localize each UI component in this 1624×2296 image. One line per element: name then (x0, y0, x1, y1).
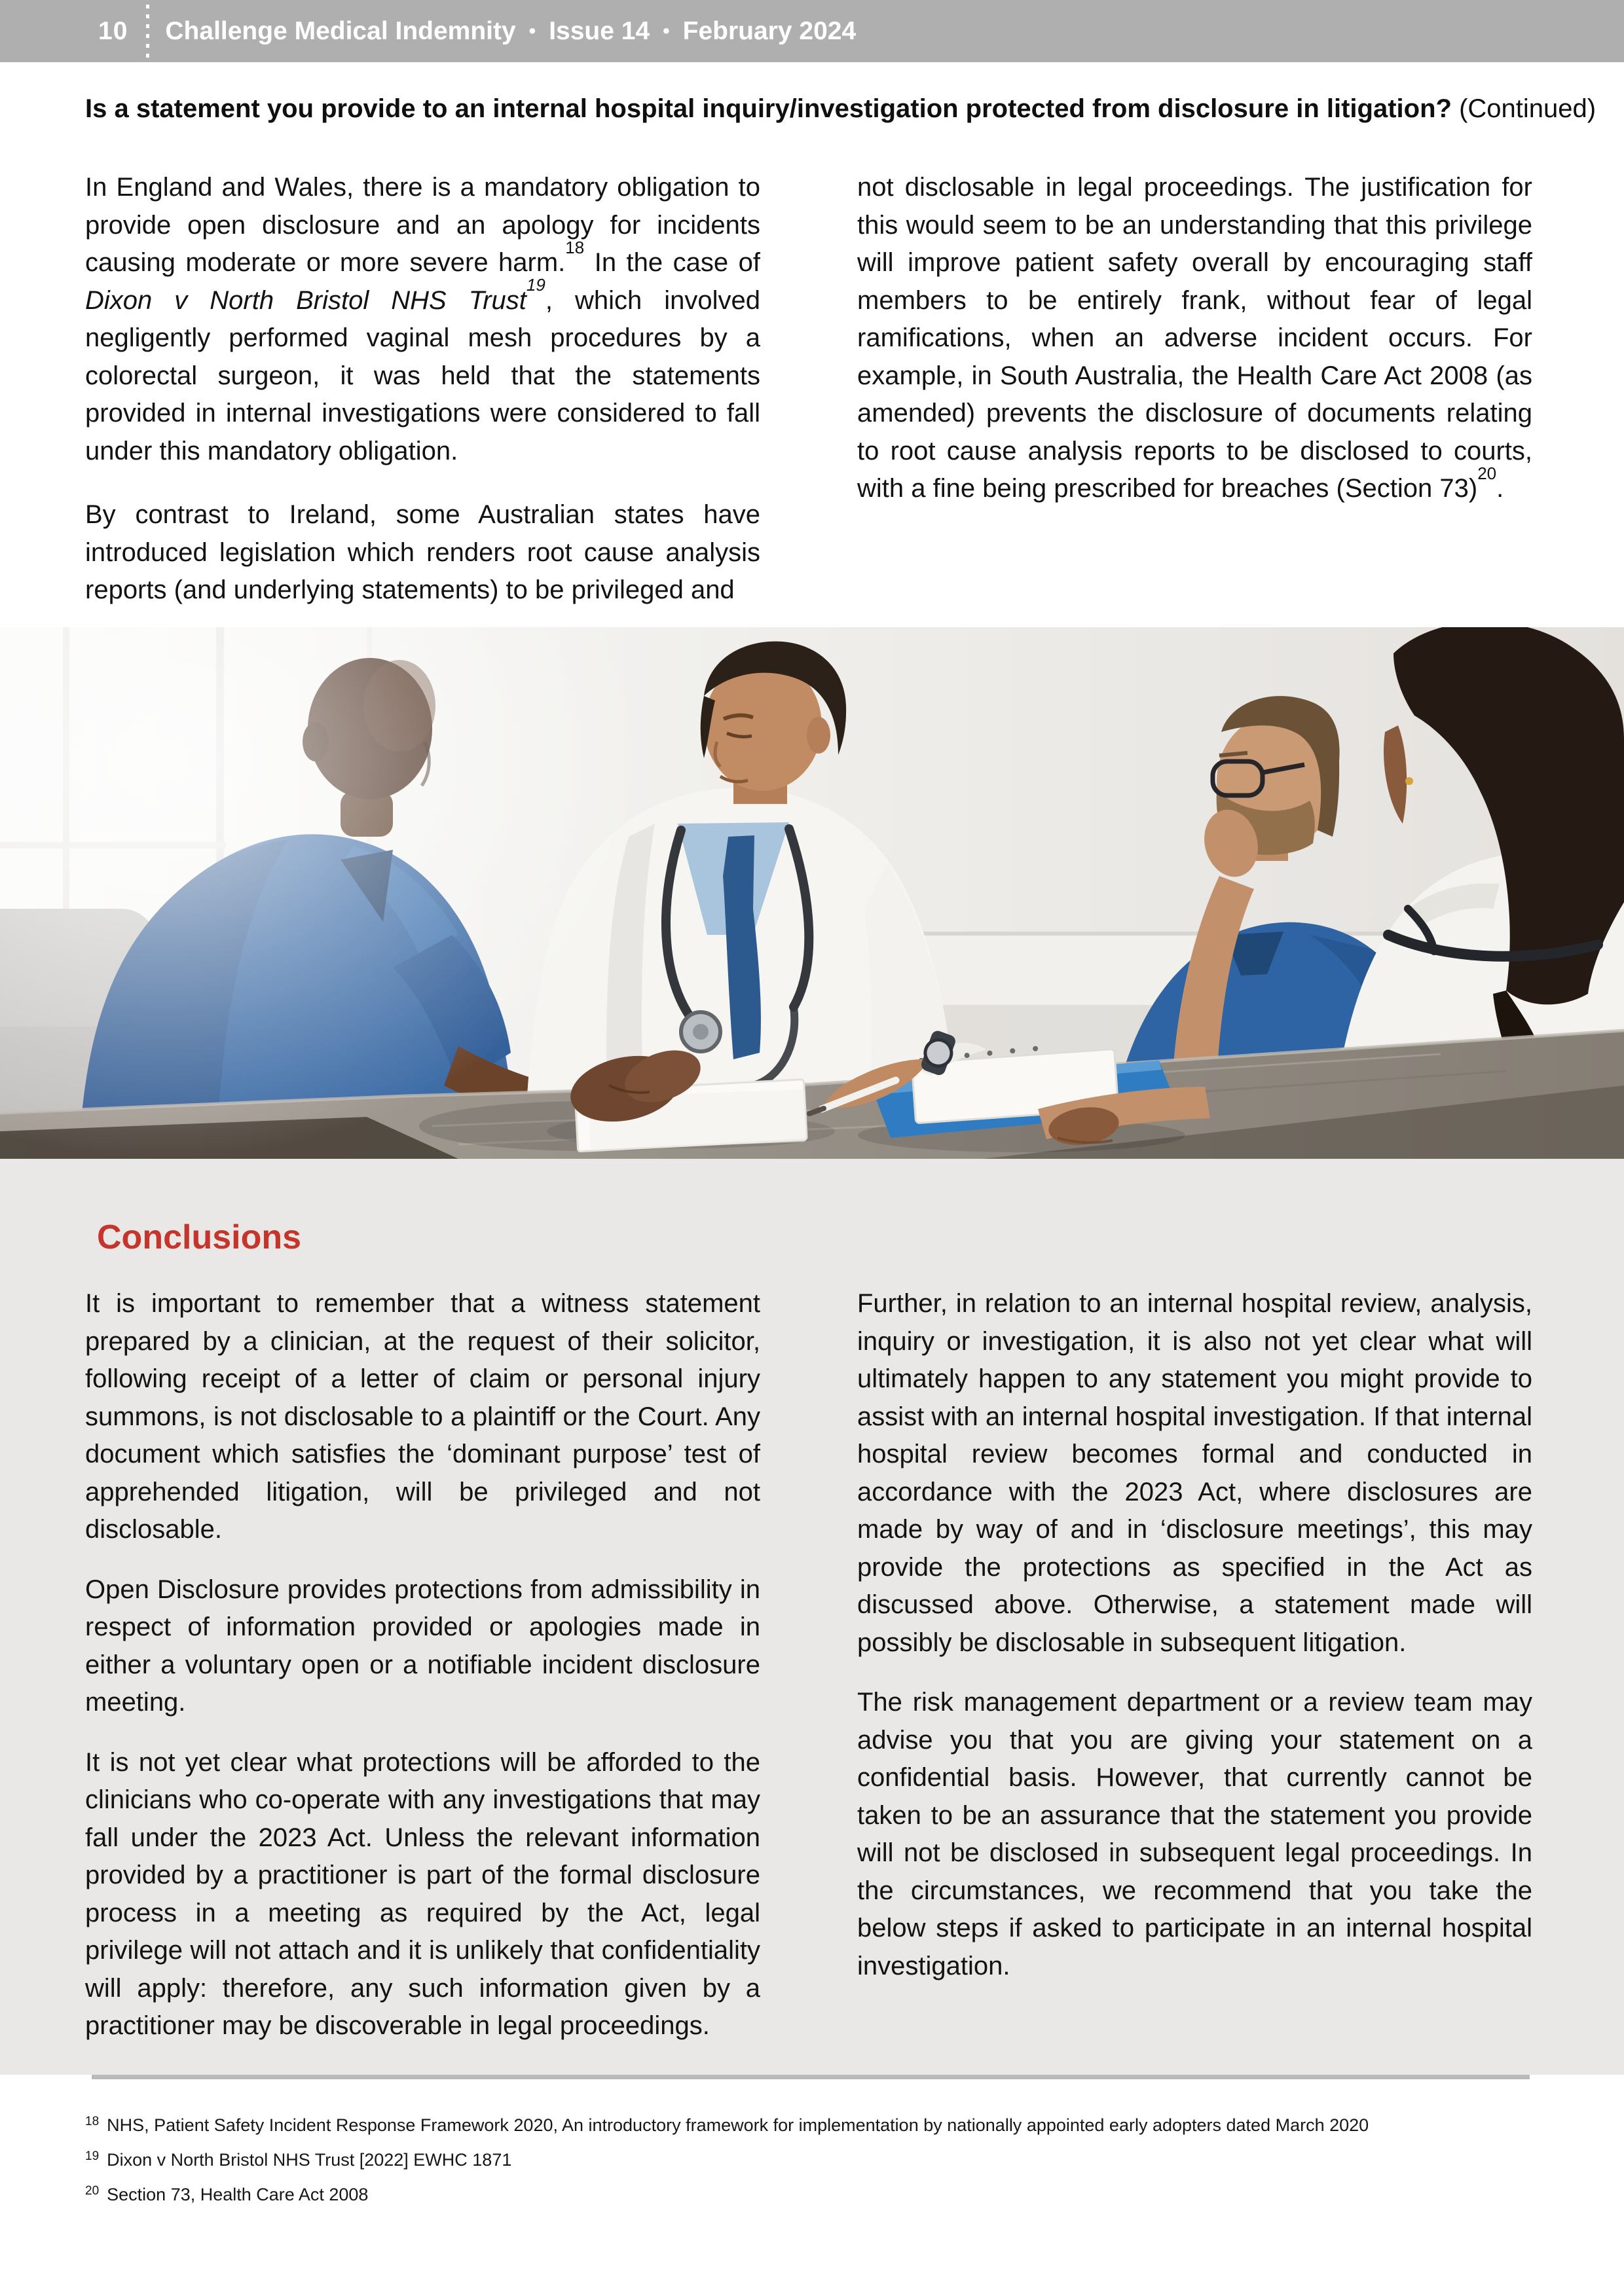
header-title (165, 17, 856, 46)
paragraph: It is not yet clear what protections will be afforded to the clinicians who co-operate with any investigations that may fall under the 2023 Act. Unless the relevant information provided by a practitioner is part of the formal disclosure process in a meeting as required by the Act, legal privilege will not attach and it is unlikely that confidentiality will apply: therefore, any such information given by a practitioner may be discoverable in legal proceedings. (85, 1747, 760, 2040)
dotted-divider (146, 5, 149, 58)
article-columns (85, 169, 1532, 636)
article-heading-text: Is a statement you provide to an internal hospital inquiry/investigation protected from disclosure in litigation? (85, 94, 1452, 123)
footnote-text: NHS, Patient Safety Incident Response Framework 2020, An introductory framework for implementation by nationally appointed early adopters dated March 2020 (107, 2115, 1369, 2135)
footnote-ref-19: 19 (526, 275, 545, 295)
footnote-19 (85, 2145, 1382, 2178)
bullet-separator-icon: • (663, 20, 670, 42)
article-heading (85, 94, 1596, 124)
paragraph: Further, in relation to an internal hospital review, analysis, inquiry or investigation, it is also not yet clear what will ultimately happen to any statement you might provide to assist with an internal hospital investigation. If that internal hospital review becomes formal and conducted in accordance with the 2023 Act, where disclosures are made by way of and in ‘disclosure meetings’, this may provide the protections as specified in the Act as discussed above. Otherwise, a statement made will possibly be disclosable in subsequent litigation. (857, 1289, 1532, 1657)
paragraph: In England and Wales, there is a mandatory obligation to provide open disclosure and an apology for incidents causing moderate or more severe harm.$^{18}$ In the case of Dixon v North Bristol NHS Trust$^{19}$, which involved negligently performed vaginal mesh procedures by a colorectal surgeon, it was held that the statements provided in internal investigations were considered to fall under this mandatory obligation. (85, 173, 760, 465)
bullet-separator-icon: • (528, 20, 536, 42)
paragraph: Open Disclosure provides protections from admissibility in respect of information provided or apologies made in either a voluntary open or a notifiable incident disclosure meeting. (85, 1575, 760, 1717)
footnote-18 (85, 2110, 1382, 2143)
paragraph: not disclosable in legal proceedings. The justification for this would seem to be an understanding that this privilege will improve patient safety overall by encouraging staff members to be entirely frank, without fear of legal ramifications, when an adverse incident occurs. For example, in South Australia, the Health Care Act 2008 (as amended) prevents the disclosure of documents relating to root cause analysis reports to be disclosed to courts, with a fine being prescribed for breaches (Section 73)$^{20}$. (857, 173, 1532, 503)
earring-icon (1405, 777, 1413, 785)
conclusions-heading: Conclusions (97, 1218, 302, 1256)
page-header-bar (0, 0, 1624, 62)
footnote-number: 20 (85, 2184, 100, 2198)
footnote-text: Section 73, Health Care Act 2008 (107, 2185, 369, 2204)
article-heading-continued: (Continued) (1459, 94, 1596, 123)
doctors-meeting-photo (0, 627, 1624, 1159)
footnote-ref-18: 18 (565, 237, 585, 257)
conclusions-left-column (85, 1285, 760, 2068)
footnote-text: Dixon v North Bristol NHS Trust [2022] EWHC 1871 (107, 2150, 512, 2170)
paragraph: By contrast to Ireland, some Australian states have introduced legislation which renders root cause analysis reports (and underlying statements) to be privileged and (85, 500, 760, 604)
footnote-number: 18 (85, 2115, 100, 2128)
footnote-divider (92, 2075, 1530, 2079)
conclusions-right-column (857, 1285, 1532, 2068)
footnote-number: 19 (85, 2149, 100, 2163)
footnotes (85, 2110, 1382, 2214)
header-date: February 2024 (682, 16, 857, 45)
header-brand: Challenge Medical Indemnity (165, 16, 516, 45)
paragraph: It is important to remember that a witness statement prepared by a clinician, at the request of their solicitor, following receipt of a letter of claim or personal injury summons, is not disclosable to a plaintiff or the Court. Any document which satisfies the ‘dominant purpose’ test of apprehended litigation, will be privileged and not disclosable. (85, 1289, 760, 1544)
footnote-ref-20: 20 (1477, 463, 1497, 483)
page-number: 10 (98, 16, 128, 45)
paragraph: The risk management department or a review team may advise you that you are giving your statement on a confidential basis. However, that currently cannot be taken to be an assurance that the statement you provide will not be disclosed in subsequent legal proceedings. In the circumstances, we recommend that you take the below steps if asked to participate in an internal hospital investigation. (857, 1688, 1532, 1980)
footnote-20 (85, 2179, 1382, 2212)
article-left-column (85, 169, 760, 636)
conclusions-columns (85, 1285, 1532, 2068)
photo-light-wash (0, 627, 655, 1159)
article-right-column (857, 169, 1532, 636)
header-issue: Issue 14 (549, 16, 650, 45)
case-citation: Dixon v North Bristol NHS Trust (85, 285, 526, 315)
